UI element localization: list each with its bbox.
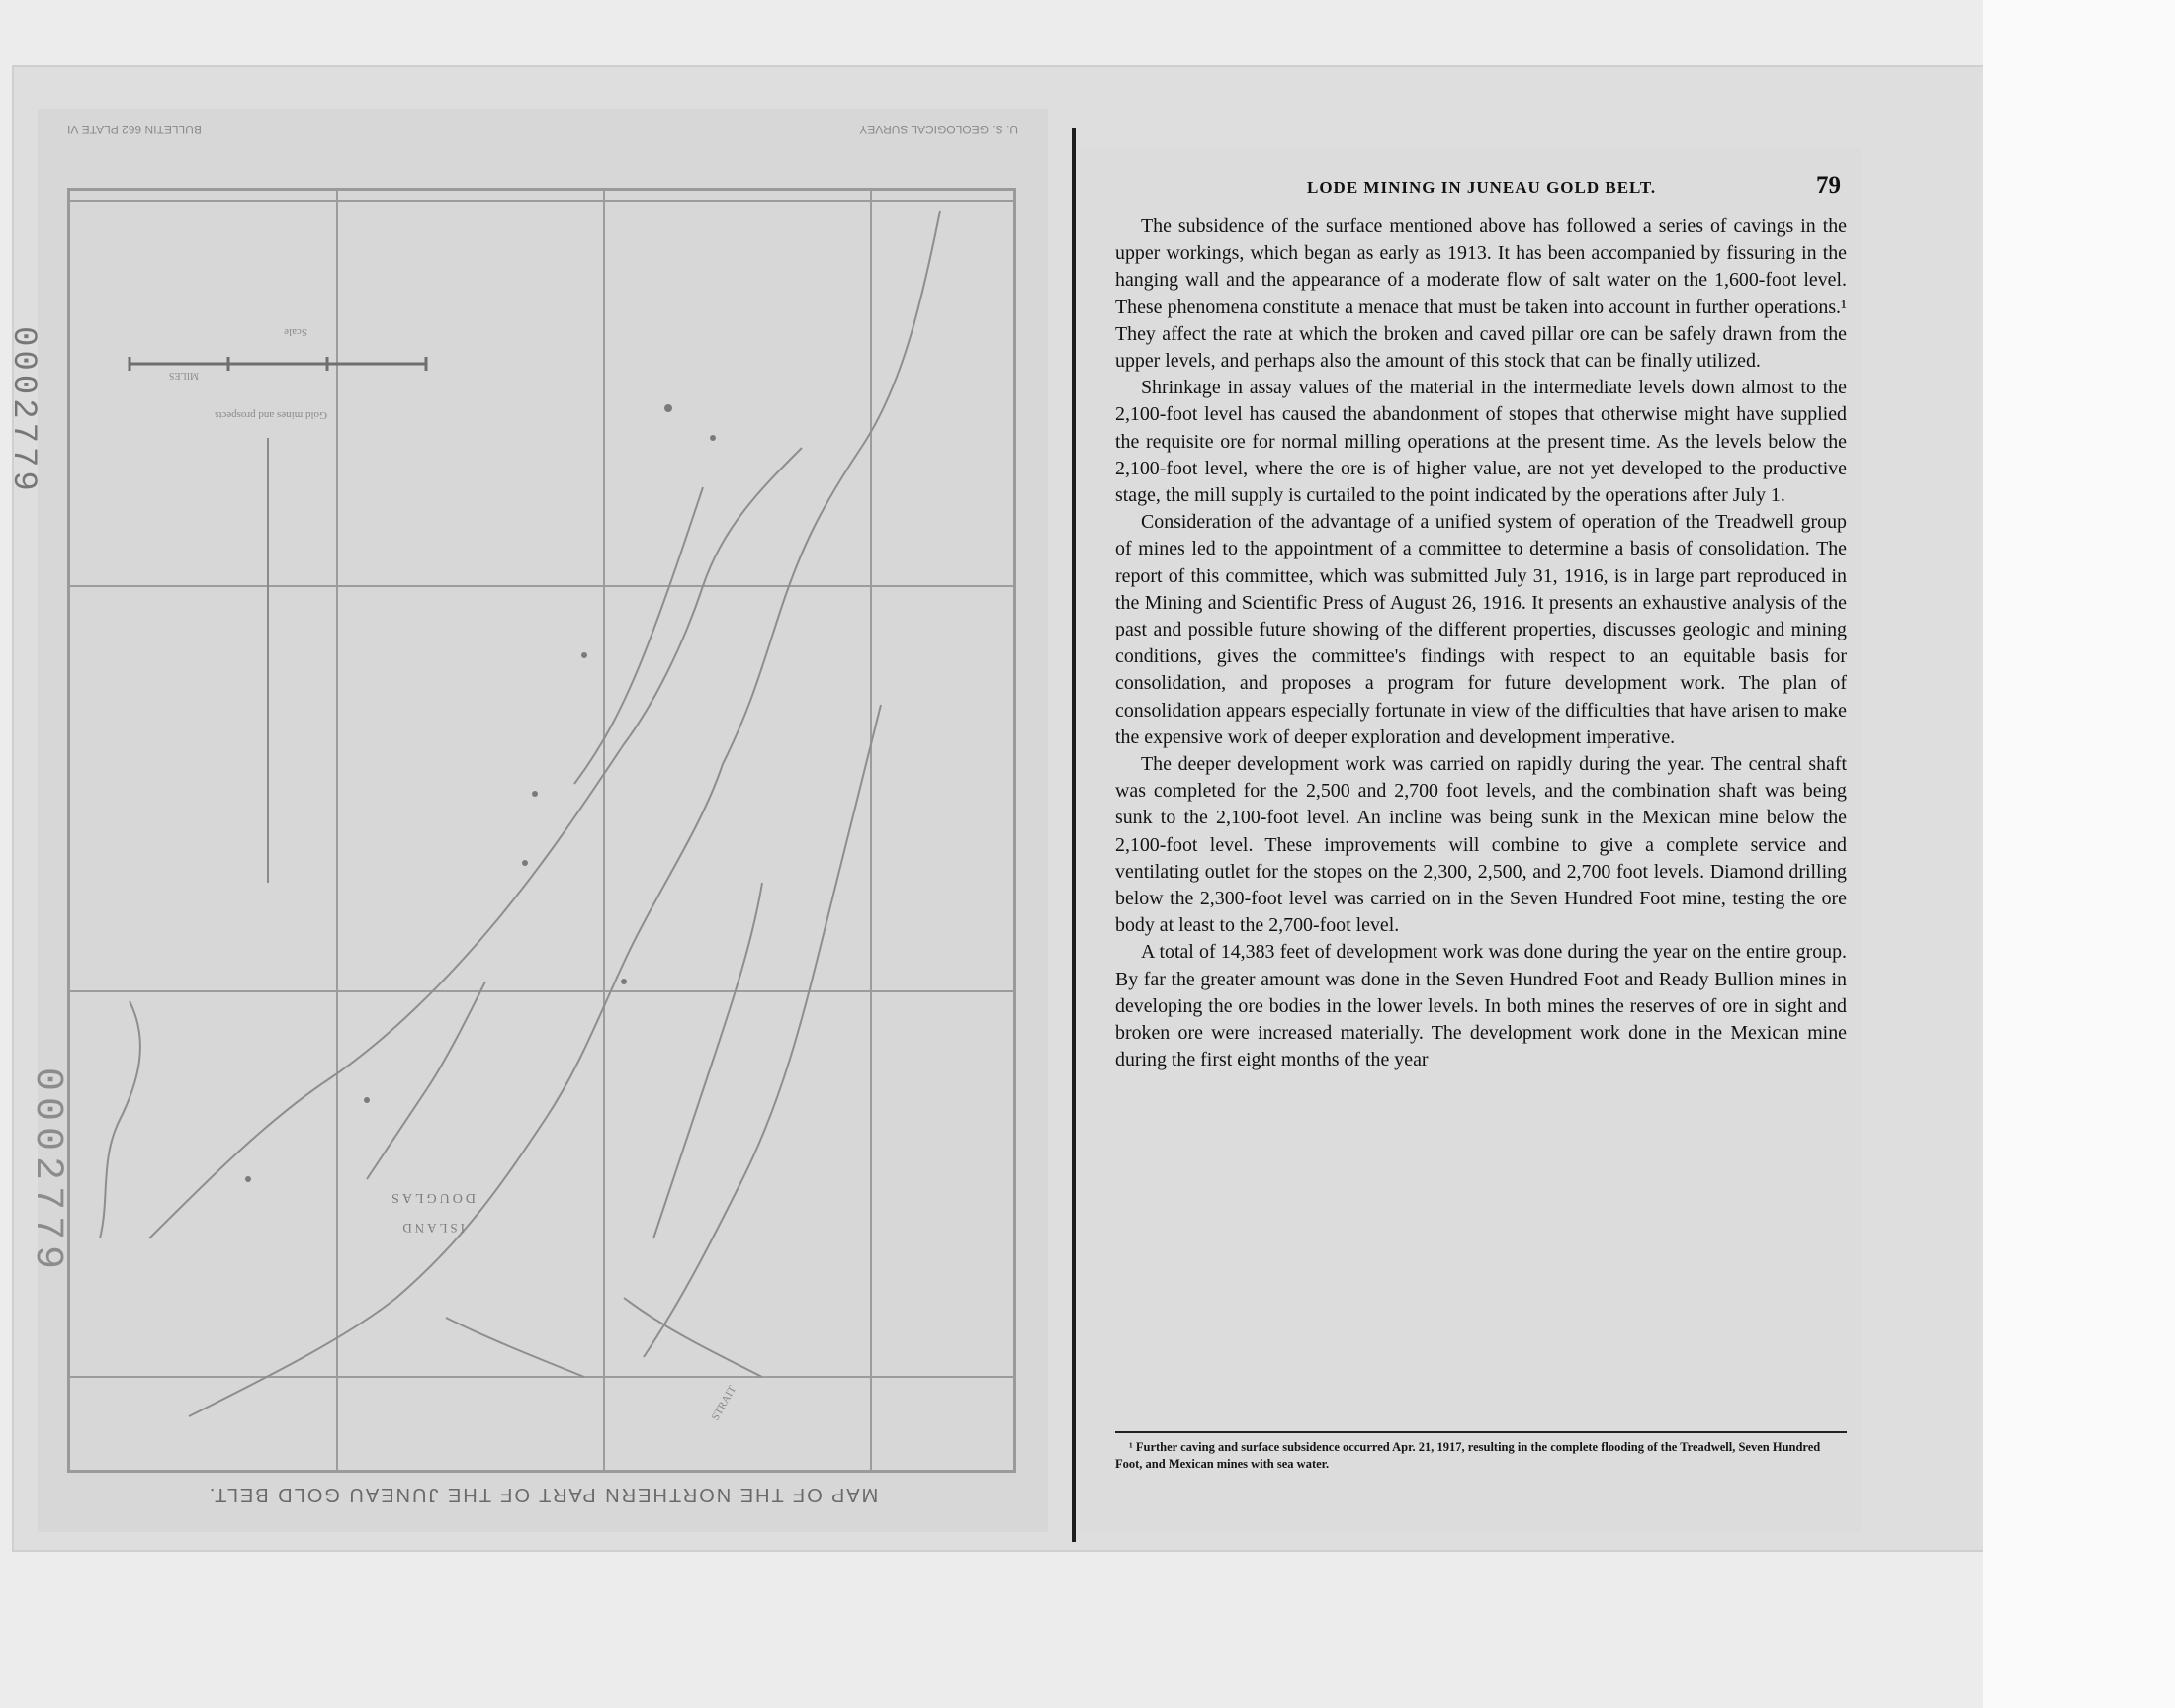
paragraph: Shrinkage in assay values of the material in the intermediate levels down almost to the 2,100-foot level has caused the abandonment of stopes that otherwise might have supplied the requisite ore for normal milling operations at the present time. As the levels below the 2,100-foot level, where the ore is of higher value, are not yet developed to the productive stage, the mill supply is curtailed to the point indicated by the operations after July 1. (1115, 377, 1847, 507)
scale-bar (130, 357, 426, 371)
coastline (100, 211, 940, 1416)
map-frame (67, 188, 1016, 1473)
archive-stamp-top: 0002779 (4, 326, 42, 495)
plate-header-left: U. S. GEOLOGICAL SURVEY (859, 123, 1018, 136)
douglas-label: DOUGLAS (389, 1190, 476, 1205)
page-number: 79 (1816, 172, 1841, 199)
body-text (1115, 214, 1847, 1074)
paragraph: Consideration of the advantage of a unified system of operation of the Treadwell group of mines led to the appointment of a committee to determine a basis of consolidation. The report of this committee, which was submitted July 31, 1916, is in large part reproduced in the Mining and Scientific Press of August 26, 1916. It presents an exhaustive analysis of the past and possible future showing of the different properties, discusses geologic and mining conditions, gives the committee's findings with respect to an equitable basis for consolidation, and proposes a program for future development work. The plan of consolidation appears especially fortunate in view of the difficulties that have arisen to make the expensive work of deeper exploration and development imperative. (1115, 511, 1847, 748)
running-head (1119, 172, 1841, 202)
mine-markers (245, 404, 716, 1182)
strait-label: STRAIT (709, 1383, 740, 1423)
footnote-rule (1115, 1431, 1847, 1433)
archive-stamp-bottom: 0002779 (25, 1068, 69, 1276)
map-plate-page (38, 109, 1048, 1532)
legend-label: Gold mines and prospects (215, 409, 327, 421)
plate-header (67, 115, 1018, 136)
footnote: ¹ Further caving and surface subsidence occurred Apr. 21, 1917, resulting in the complete flooding of the Treadwell, Seven Hundred Foot, and Mexican mines with sea water. (1115, 1440, 1821, 1471)
text-page (1080, 148, 1861, 1532)
plate-header-right: BULLETIN 662 PLATE VI (67, 123, 202, 136)
juneau-map-drawing (70, 191, 1013, 1470)
island-label: ISLAND (399, 1221, 465, 1236)
miles-label: MILES (169, 370, 199, 381)
map-grid (70, 191, 1013, 1470)
paragraph: The deeper development work was carried on rapidly during the year. The central shaft was completed for the 2,500 and 2,700 foot levels, and the combination shaft was being sunk to the 2,100-foot level. An incline was being sunk in the Mexican mine below the 2,100-foot level. These improvements will combine to give a complete service and ventilating outlet for the stopes on the 2,300, 2,500, and 2,700 foot levels. Diamond drilling below the 2,300-foot level was carried on in the Seven Hundred Foot mine, testing the ore body at least to the 2,700-foot level. (1115, 753, 1847, 937)
scanner-margin (1983, 0, 2175, 1708)
map-caption: MAP OF THE NORTHERN PART OF THE JUNEAU GOLD BELT. (207, 1484, 879, 1505)
book-gutter (1072, 128, 1076, 1542)
running-title: LODE MINING IN JUNEAU GOLD BELT. (1307, 178, 1657, 197)
scale-label: Scale (284, 326, 307, 338)
paragraph: The subsidence of the surface mentioned above has followed a series of cavings in the upper workings, which began as early as 1913. It has been accompanied by fissuring in the hanging wall and the appearance of a moderate flow of salt water on the 1,600-foot level. These phenomena constitute a menace that must be taken into account in further operations.¹ They affect the rate at which the broken and caved pillar ore can be safely drawn from the upper levels, and perhaps also the amount of this stock that can be finally utilized. (1115, 215, 1847, 373)
paragraph: A total of 14,383 feet of development work was done during the year on the entire group. By far the greater amount was done in the Seven Hundred Foot and Ready Bullion mines in developing the ore bodies in the lower levels. In both mines the reserves of ore in sight and broken ore were increased materially. The development work done in the Mexican mine during the first eight months of the year (1115, 941, 1847, 1071)
